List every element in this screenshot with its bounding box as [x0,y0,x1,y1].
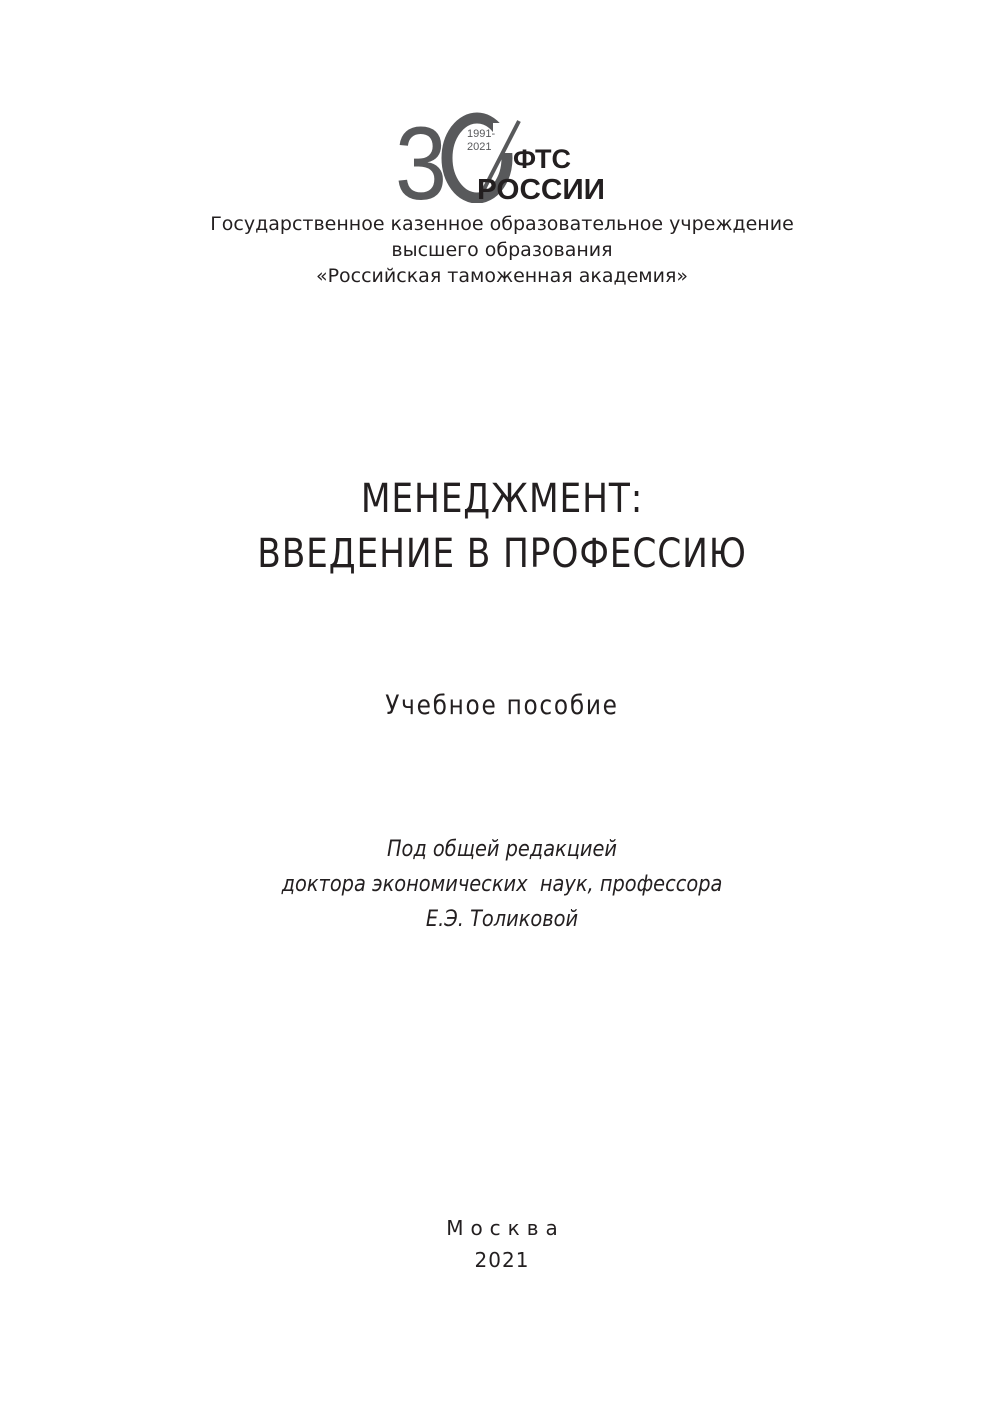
editor-line-2: доктора экономических наук, профессора [281,872,723,897]
fts-30-anniversary-logo [395,103,615,203]
logo-years-top: 1991- [467,128,496,140]
institution-line-2: высшего образования [391,239,613,261]
editor-line-3: Е.Э. Толиковой [425,907,579,932]
editor-credit [60,832,944,937]
imprint [0,1212,1004,1276]
book-title-line-1: МЕНЕДЖМЕНТ: [360,476,644,522]
institution-line-1: Государственное казенное образовательное учреждение [210,213,794,235]
institution-name [0,211,1004,289]
editor-line-1: Под общей редакцией [386,837,618,862]
logo-org-line2: РОССИИ [477,174,605,203]
logo-org-line1: ФТС [513,144,572,174]
logo-digit-three: 3 [395,106,447,203]
imprint-year: 2021 [474,1248,530,1272]
imprint-city: Москва [446,1216,565,1240]
logo-years-bottom: 2021 [467,141,492,153]
book-title [70,472,933,582]
institution-line-3: «Российская таможенная академия» [315,265,689,287]
book-subtitle: Учебное пособие [385,690,619,721]
book-title-line-2: ВВЕДЕНИЕ В ПРОФЕССИЮ [257,531,747,577]
